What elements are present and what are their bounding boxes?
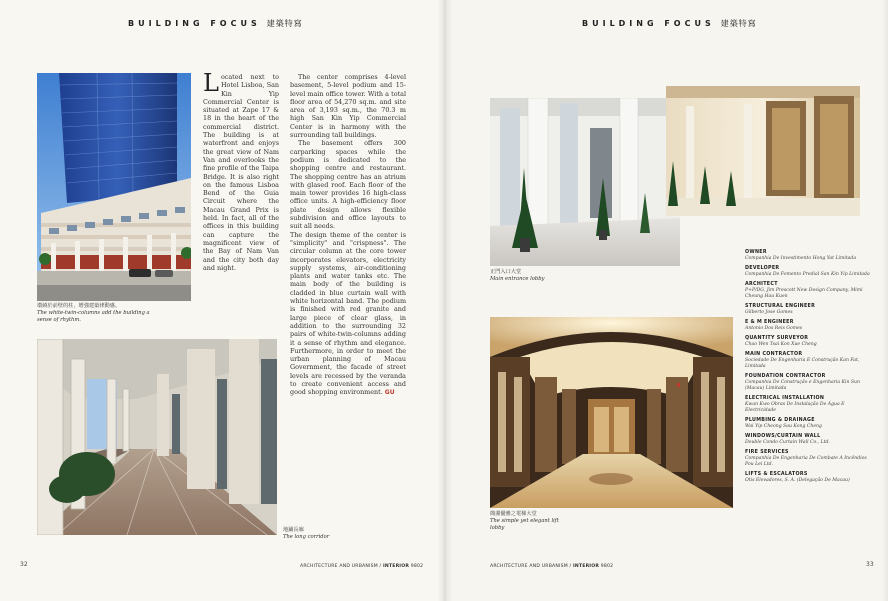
credit-name: Kwan Kwo Obras De Instalação De Água E Electricidade [745,402,845,413]
credit-foundation-contractor [745,374,875,392]
page-edge [882,0,888,601]
credit-main-contractor [745,352,875,370]
book-gutter-shadow [438,0,452,601]
article-column-2 [290,73,406,398]
credit-name: Wai Yip Cheong Sau Kong Cheng [745,424,822,429]
credit-name: Chao Wen Tsai Kon Xue Cheng [745,342,817,347]
corridor-caption-zh: 地鋪長廊 [283,527,304,533]
right-page-footer [490,564,613,569]
credit-em-engineer [745,320,875,332]
right-page-number: 33 [866,561,874,568]
credit-role: E & M ENGINEER [745,320,794,325]
article-column-1 [203,69,279,272]
credit-name: Companhia De Engenharia De Combate A Incêndios Pou Lei Ltd. [745,456,867,467]
tower-photo-caption [37,303,157,324]
credit-name: Companhia De Construção e Engenharia Kin Sun (Macau) Limitada [745,380,860,391]
corridor-photo [37,339,277,535]
credit-role: OWNER [745,250,767,255]
credit-quantity-surveyor [745,336,875,348]
credit-role: LIFTS & ESCALATORS [745,472,808,477]
column2-paragraph-3: The design theme of the center is "simplicity" and "crispness". The circular column at the core tower incorporates elevators, electricity supply systems, air-conditioning plants and water tanks etc. The main body of the building is cladded in blue curtain wall with white horizontal band. The podium is finished with red granite and large piece of clear glass, in addition to the surrounding 32 pairs of white-twin-columns adding it a sense of rhythm and elegance. Furthermore, in order to meet the urban planning of Macau Government, the facade of street levels are recessed by the veranda to create convenient access and good shopping environment. [290,230,406,397]
lobby-secondary-photo [666,86,860,216]
credit-electrical-installation [745,396,875,414]
lobby-caption-en: Main entrance lobby [490,276,545,282]
credit-role: ARCHITECT [745,282,778,287]
lift-caption-en: The simple yet elegant lift lobby [490,518,559,531]
right-footer-suffix: 9802 [599,564,614,569]
corridor-photo-caption [283,527,363,541]
credit-role: FIRE SERVICES [745,450,789,455]
credit-name: Double Condo Curtain Wall Co., Ltd. [745,440,830,445]
left-footer-prefix: ARCHITECTURE AND URBANISM / [300,564,383,569]
left-footer-bold: INTERIOR [382,564,410,569]
lift-lobby-photo [490,317,733,508]
lift-lobby-caption [490,511,570,532]
drop-cap: L [203,69,219,97]
credit-plumbing-drainage [745,418,875,430]
credit-windows-curtain-wall [745,434,875,446]
credit-name: Antonio Dos Reis Gomes [745,326,803,331]
left-footer-suffix: 9802 [409,564,424,569]
credit-role: MAIN CONTRACTOR [745,352,803,357]
left-page-footer [300,564,423,569]
credit-role: ELECTRICAL INSTALLATION [745,396,825,401]
credit-owner [745,250,875,262]
credit-name: Sociedade De Engenharia E Construção Kan Fat, Limitada [745,358,860,369]
right-footer-prefix: ARCHITECTURE AND URBANISM / [490,564,573,569]
main-lobby-caption [490,269,610,283]
credit-role: STRUCTURAL ENGINEER [745,304,816,309]
left-page-header [128,18,303,29]
project-credits [745,250,875,488]
tower-caption-en: The white-twin-columns add the building a sense of rhythm. [37,310,150,323]
credit-lifts-escalators [745,472,875,484]
credit-name: Gilberto Jose Gomes [745,310,793,315]
credit-role: PLUMBING & DRAINAGE [745,418,815,423]
column1-text: ocated next to Hotel Lisboa, San Kin Yip Commercial Center is situated at Zape 17 & 18 in the heart of the commercial district. The building is at waterfront and enjoys the great view of Nam Van and overlooks the fine profile of the Taipa Bridge. It is also right on the famous Lisboa Bend of the Guia Circuit where the Macau Grand Prix is held. In fact, all of the offices in this building can capture the magnificent view of the Bay of Nam Van and the city both day and night. [203,73,279,272]
credit-role: QUANTITY SURVEYOR [745,336,809,341]
lift-caption-zh: 簡潔優雅之電梯大堂 [490,511,537,517]
right-footer-bold: INTERIOR [572,564,600,569]
credit-role: FOUNDATION CONTRACTOR [745,374,826,379]
credit-structural-engineer [745,304,875,316]
tower-caption-zh: 環繞於前壁的柱，增強建築律動感。 [37,303,121,309]
lobby-caption-zh: 正門入口大堂 [490,269,522,275]
main-lobby-photo [490,98,680,266]
credit-name: Companhia De Investimento Hong Yat Limitada [745,256,857,261]
left-page-number: 32 [20,561,28,568]
credit-name: P+P/DG, Jim Prescott New Design Company, Mimi Cheung Hau Kuen [745,288,863,299]
right-page-header [582,18,757,29]
credit-name: Otis Elevadores, S. A. (Delegação De Macau) [745,478,850,483]
header-title-right: BUILDING FOCUS [582,19,715,28]
header-title-zh-right: 建築特寫 [720,19,757,28]
credit-name: Companhia De Fomento Predial San Kin Yip Limitada [745,272,870,277]
column2-paragraph-1: The center comprises 4-level basement, 5-level podium and 15-level main office tower. With a total floor area of 54,270 sq.m. and site area of 3,193 sq.m., the 70.3 m high San Kin Yip Commercial Center is in harmony with the surrounding tall buildings. [290,73,406,140]
credit-fire-services [745,450,875,468]
credit-developer [745,266,875,278]
credit-role: WINDOWS/CURTAIN WALL [745,434,821,439]
author-signature: GU [384,389,395,397]
header-title-zh: 建築特寫 [266,19,303,28]
corridor-caption-en: The long corridor [283,534,330,540]
header-title: BUILDING FOCUS [128,19,261,28]
column2-paragraph-2: The basement offers 300 carparking spaces while the podium is dedicated to the shopping centre and restaurant. The shopping centre has an atrium with glased roof. Each floor of the main tower provides 16 high-class office units. A high-efficiency floor plate design allows flexible subdivision and office layouts to suit all needs. [290,139,406,231]
credit-role: DEVELOPER [745,266,780,271]
credit-architect [745,282,875,300]
tower-photo [37,73,191,301]
